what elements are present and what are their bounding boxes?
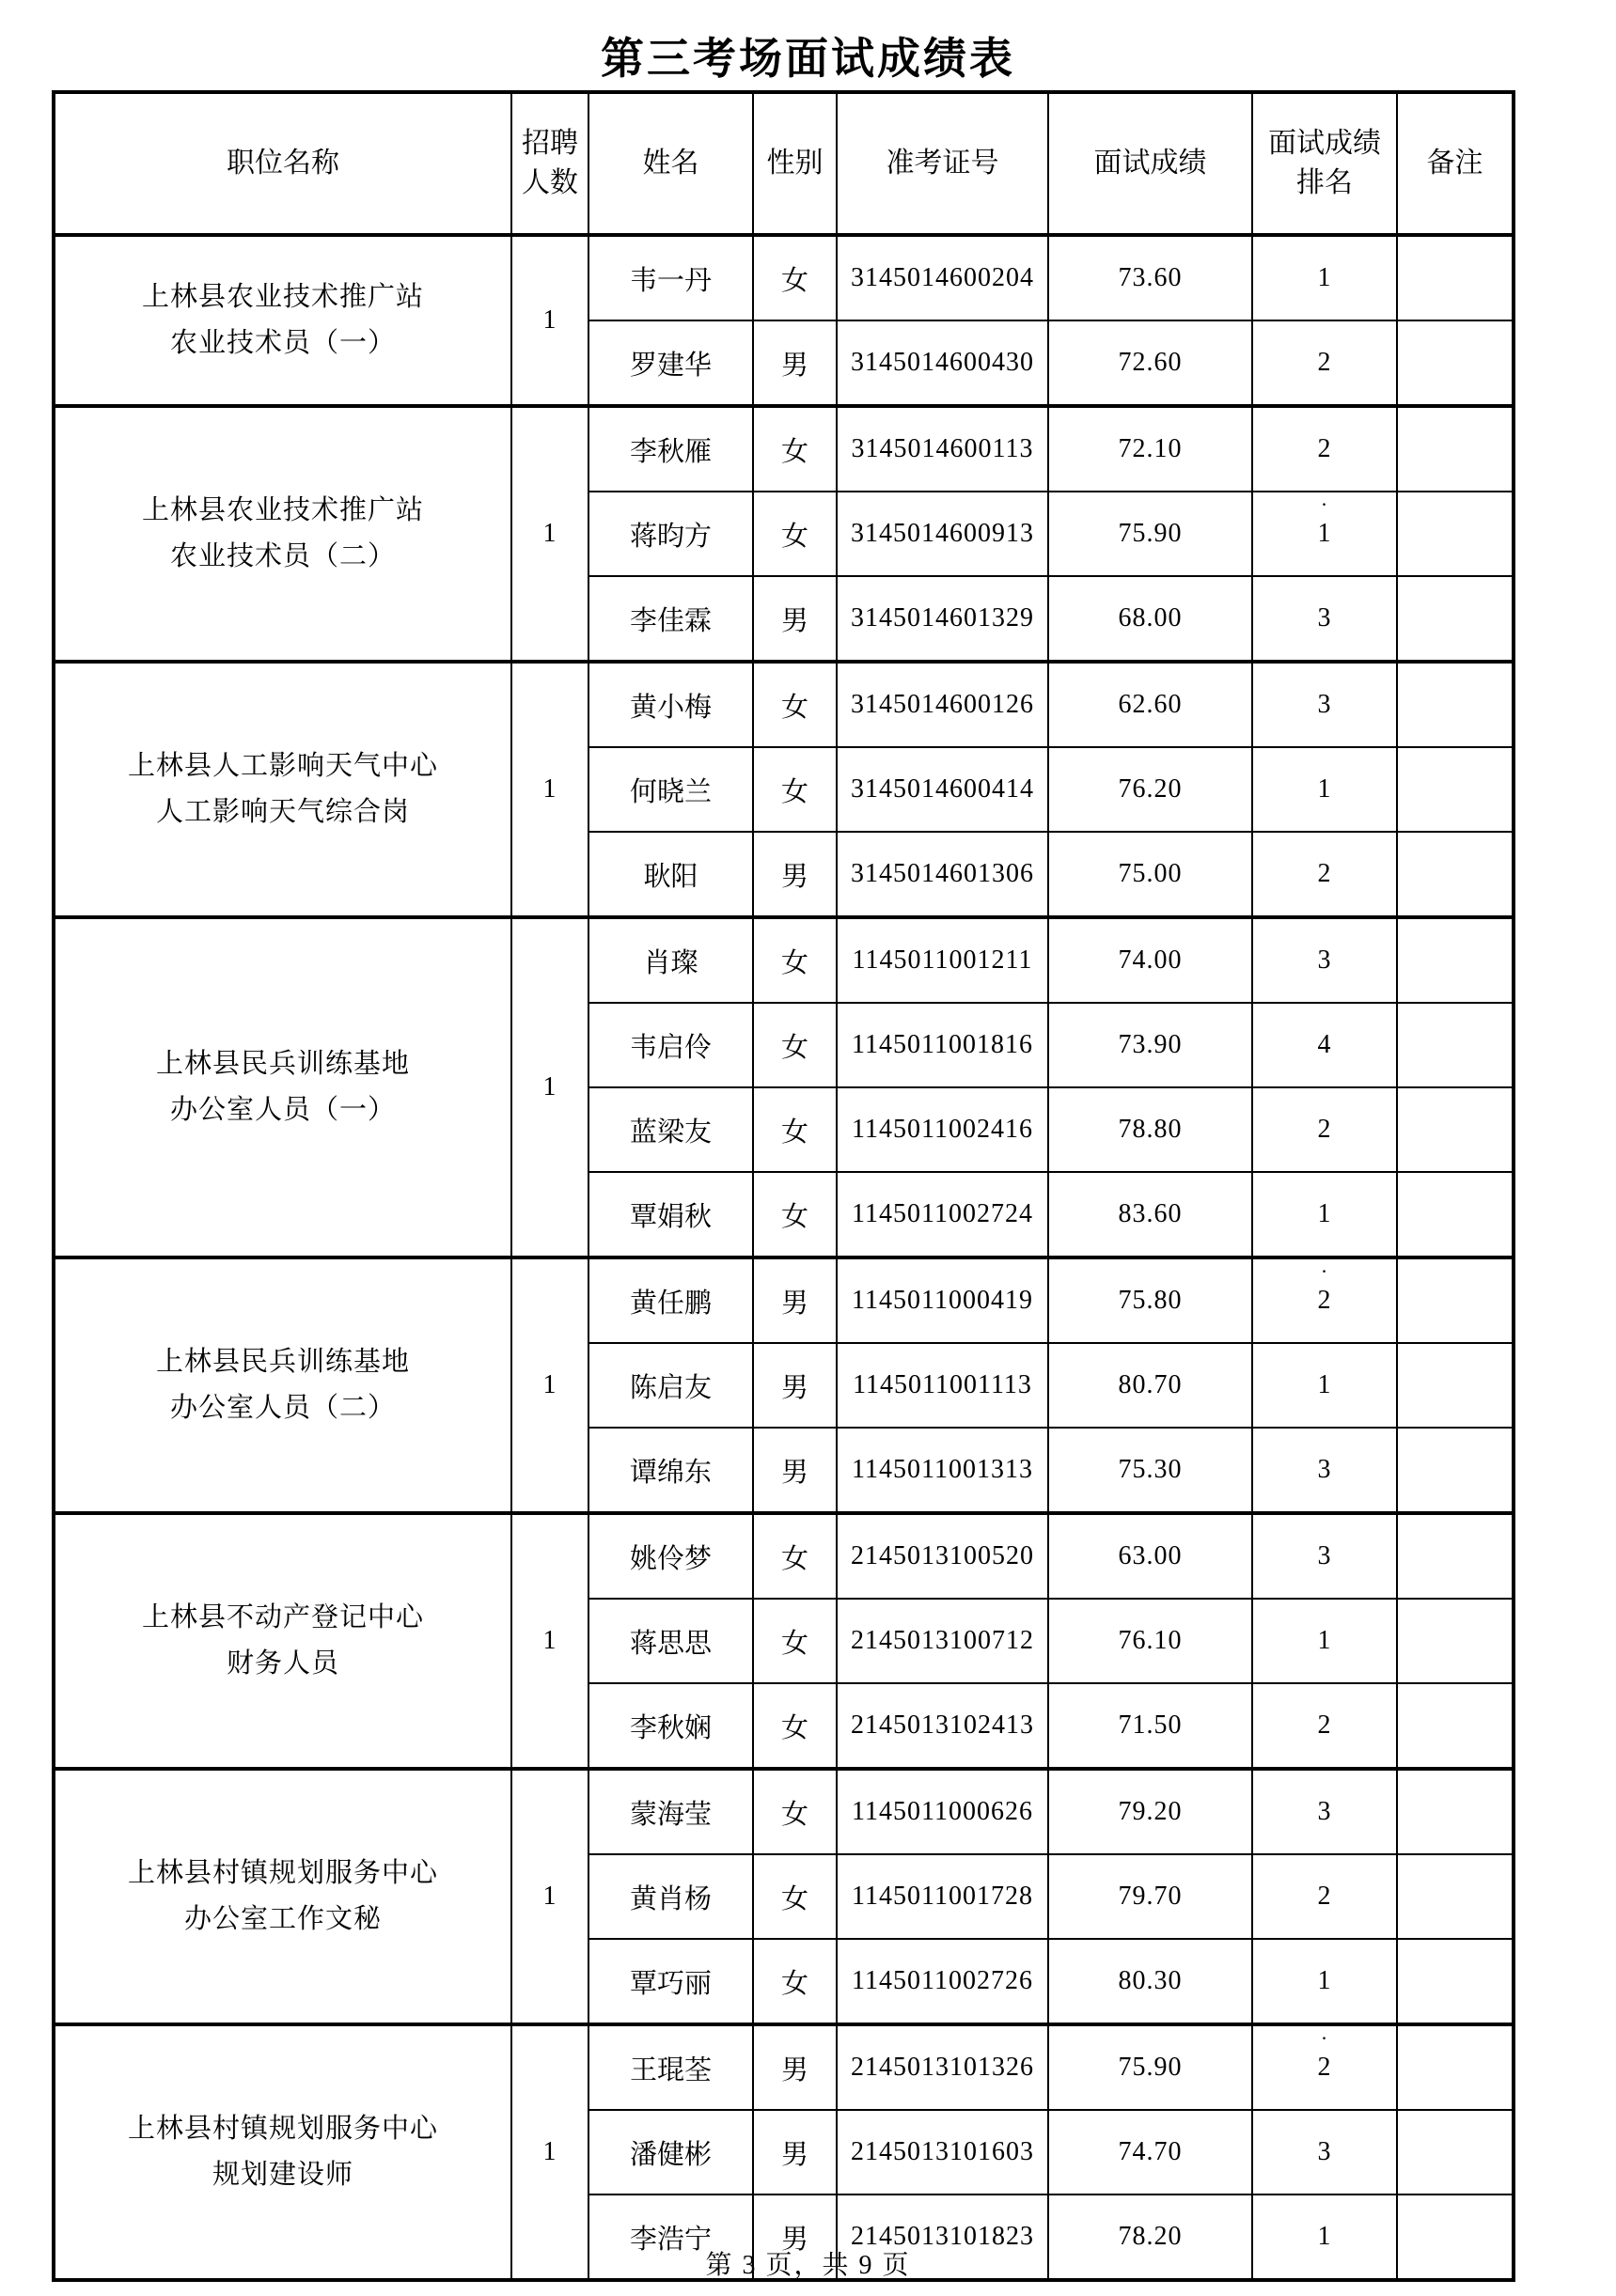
score-rank-cell <box>1252 235 1397 320</box>
page-title: 第三考场面试成绩表 <box>601 34 1015 83</box>
remark-cell <box>1397 1939 1514 2024</box>
name-cell: 陈启友 <box>588 1343 753 1428</box>
gender-cell: 女 <box>753 1769 837 1854</box>
ticket-number-cell: 3145014600126 <box>837 662 1048 747</box>
col-header-recruit-count: 招聘人数 <box>511 92 588 235</box>
header-row <box>54 92 1514 235</box>
ticket-number-cell: 2145013100520 <box>837 1513 1048 1599</box>
score-rank-cell <box>1252 832 1397 917</box>
page-number: 第 3 页，共 9 页 <box>705 2251 911 2280</box>
ticket-number-cell: 1145011002726 <box>837 1939 1048 2024</box>
interview-score-cell: 78.80 <box>1048 1087 1252 1172</box>
recruit-count-cell: 1 <box>511 917 588 1257</box>
rank-value: 1 <box>1317 1370 1332 1399</box>
rank-value: 1 <box>1317 1199 1332 1228</box>
gender-cell: 女 <box>753 1939 837 2024</box>
gender-cell: 女 <box>753 1087 837 1172</box>
remark-cell <box>1397 1003 1514 1087</box>
rank-value: 3 <box>1317 2137 1332 2166</box>
interview-score-cell: 76.10 <box>1048 1599 1252 1683</box>
scan-artifact-dot: · <box>1320 2026 1329 2050</box>
ticket-number-cell: 1145011001816 <box>837 1003 1048 1087</box>
score-rank-cell <box>1252 1683 1397 1769</box>
rank-value: 3 <box>1317 1797 1332 1826</box>
interview-score-cell: 79.20 <box>1048 1769 1252 1854</box>
remark-cell <box>1397 747 1514 832</box>
rank-value: 3 <box>1317 945 1332 975</box>
table-row <box>54 662 1514 747</box>
table-row <box>54 917 1514 1003</box>
position-line: 上林县民兵训练基地 <box>155 1346 410 1377</box>
name-cell: 王琨荃 <box>588 2024 753 2110</box>
position-cell <box>54 2024 511 2280</box>
gender-cell: 男 <box>753 2024 837 2110</box>
score-rank-cell <box>1252 2110 1397 2194</box>
position-line: 财务人员 <box>226 1648 339 1679</box>
interview-score-cell: 83.60 <box>1048 1172 1252 1257</box>
col-header-ticket-number: 准考证号 <box>837 92 1048 235</box>
position-line: 上林县农业技术推广站 <box>141 281 424 312</box>
remark-cell <box>1397 662 1514 747</box>
ticket-number-cell: 3145014601329 <box>837 576 1048 662</box>
interview-score-cell: 79.70 <box>1048 1854 1252 1939</box>
ticket-number-cell: 1145011001313 <box>837 1428 1048 1513</box>
name-cell: 谭绵东 <box>588 1428 753 1513</box>
remark-cell <box>1397 1257 1514 1343</box>
ticket-number-cell: 3145014600113 <box>837 406 1048 492</box>
interview-score-cell: 74.00 <box>1048 917 1252 1003</box>
score-rank-cell <box>1252 1087 1397 1172</box>
rank-value: 2 <box>1317 1710 1332 1740</box>
ticket-number-cell: 3145014600414 <box>837 747 1048 832</box>
remark-cell <box>1397 1513 1514 1599</box>
name-cell: 韦启伶 <box>588 1003 753 1087</box>
rank-value: 4 <box>1317 1030 1332 1059</box>
position-line: 办公室人员（一） <box>169 1095 396 1125</box>
name-cell: 罗建华 <box>588 320 753 406</box>
remark-cell <box>1397 320 1514 406</box>
ticket-number-cell: 3145014600430 <box>837 320 1048 406</box>
ticket-number-cell: 3145014601306 <box>837 832 1048 917</box>
score-rank-cell <box>1252 1257 1397 1343</box>
position-cell <box>54 235 511 406</box>
gender-cell: 女 <box>753 1003 837 1087</box>
ticket-number-cell: 3145014600204 <box>837 235 1048 320</box>
gender-cell: 男 <box>753 576 837 662</box>
rank-value: 1 <box>1317 1626 1332 1655</box>
position-line: 上林县人工影响天气中心 <box>127 750 438 781</box>
ticket-number-cell: 3145014600913 <box>837 492 1048 576</box>
name-cell: 蓝梁友 <box>588 1087 753 1172</box>
position-cell <box>54 1257 511 1513</box>
position-line: 上林县村镇规划服务中心 <box>127 1857 438 1888</box>
interview-score-cell: 75.90 <box>1048 2024 1252 2110</box>
remark-cell <box>1397 1683 1514 1769</box>
rank-value: 3 <box>1317 690 1332 719</box>
interview-score-cell: 73.60 <box>1048 235 1252 320</box>
ticket-number-cell: 1145011001113 <box>837 1343 1048 1428</box>
ticket-number-cell: 2145013100712 <box>837 1599 1048 1683</box>
position-line: 上林县不动产登记中心 <box>141 1601 424 1632</box>
position-line: 规划建设师 <box>212 2160 353 2190</box>
score-rank-cell <box>1252 1939 1397 2024</box>
gender-cell: 女 <box>753 1513 837 1599</box>
gender-cell: 女 <box>753 747 837 832</box>
ticket-number-cell: 2145013101326 <box>837 2024 1048 2110</box>
interview-score-cell: 75.90 <box>1048 492 1252 576</box>
rank-value: 1 <box>1317 2222 1332 2251</box>
position-line: 上林县农业技术推广站 <box>141 494 424 525</box>
interview-score-cell: 80.70 <box>1048 1343 1252 1428</box>
score-rank-cell <box>1252 2024 1397 2110</box>
interview-score-cell: 76.20 <box>1048 747 1252 832</box>
table-row <box>54 235 1514 320</box>
rank-value: 1 <box>1317 519 1332 548</box>
rank-value: 3 <box>1317 1455 1332 1484</box>
position-cell <box>54 406 511 662</box>
gender-cell: 男 <box>753 2110 837 2194</box>
gender-cell: 男 <box>753 320 837 406</box>
rank-value: 2 <box>1317 434 1332 463</box>
name-cell: 李秋娴 <box>588 1683 753 1769</box>
name-cell: 韦一丹 <box>588 235 753 320</box>
rank-value: 3 <box>1317 603 1332 633</box>
gender-cell: 男 <box>753 1257 837 1343</box>
score-rank-cell <box>1252 1003 1397 1087</box>
name-cell: 覃娟秋 <box>588 1172 753 1257</box>
ticket-number-cell: 1145011001211 <box>837 917 1048 1003</box>
name-cell: 肖璨 <box>588 917 753 1003</box>
remark-cell <box>1397 832 1514 917</box>
ticket-number-cell: 2145013101823 <box>837 2194 1048 2280</box>
rank-value: 2 <box>1317 348 1332 377</box>
rank-value: 3 <box>1317 1541 1332 1570</box>
table-row <box>54 1769 1514 1854</box>
gender-cell: 男 <box>753 1343 837 1428</box>
remark-cell <box>1397 406 1514 492</box>
position-line: 办公室工作文秘 <box>183 1904 382 1934</box>
remark-cell <box>1397 1172 1514 1257</box>
remark-cell <box>1397 576 1514 662</box>
gender-cell: 女 <box>753 1854 837 1939</box>
gender-cell: 女 <box>753 492 837 576</box>
rank-value: 2 <box>1317 859 1332 888</box>
interview-score-cell: 62.60 <box>1048 662 1252 747</box>
interview-score-cell: 68.00 <box>1048 576 1252 662</box>
rank-value: 1 <box>1317 263 1332 292</box>
gender-cell: 女 <box>753 917 837 1003</box>
gender-cell: 女 <box>753 1683 837 1769</box>
rank-value: 1 <box>1317 1966 1332 1995</box>
ticket-number-cell: 2145013102413 <box>837 1683 1048 1769</box>
name-cell: 黄任鹏 <box>588 1257 753 1343</box>
recruit-count-cell: 1 <box>511 1513 588 1769</box>
ticket-number-cell: 1145011000419 <box>837 1257 1048 1343</box>
recruit-count-cell: 1 <box>511 1257 588 1513</box>
remark-cell <box>1397 1087 1514 1172</box>
gender-cell: 女 <box>753 235 837 320</box>
table-header <box>54 92 1514 235</box>
col-header-remark: 备注 <box>1397 92 1514 235</box>
interview-score-cell: 73.90 <box>1048 1003 1252 1087</box>
score-rank-cell <box>1252 1854 1397 1939</box>
interview-score-cell: 80.30 <box>1048 1939 1252 2024</box>
name-cell: 黄肖杨 <box>588 1854 753 1939</box>
rank-value: 2 <box>1317 1115 1332 1144</box>
score-rank-cell <box>1252 406 1397 492</box>
remark-cell <box>1397 1428 1514 1513</box>
position-cell <box>54 1513 511 1769</box>
score-rank-cell <box>1252 747 1397 832</box>
interview-score-cell: 72.60 <box>1048 320 1252 406</box>
col-header-gender: 性别 <box>753 92 837 235</box>
name-cell: 李浩宁 <box>588 2194 753 2280</box>
name-cell: 李佳霖 <box>588 576 753 662</box>
interview-score-cell: 75.30 <box>1048 1428 1252 1513</box>
remark-cell <box>1397 1854 1514 1939</box>
table-body <box>54 235 1514 2280</box>
ticket-number-cell: 1145011002724 <box>837 1172 1048 1257</box>
remark-cell <box>1397 2110 1514 2194</box>
position-cell <box>54 1769 511 2024</box>
recruit-count-cell: 1 <box>511 2024 588 2280</box>
recruit-count-cell: 1 <box>511 235 588 406</box>
name-cell: 黄小梅 <box>588 662 753 747</box>
score-rank-cell <box>1252 1599 1397 1683</box>
rank-value: 2 <box>1317 1286 1332 1315</box>
score-rank-cell <box>1252 1343 1397 1428</box>
remark-cell <box>1397 1599 1514 1683</box>
remark-cell <box>1397 917 1514 1003</box>
remark-cell <box>1397 235 1514 320</box>
rank-value: 2 <box>1317 1882 1332 1911</box>
recruit-count-cell: 1 <box>511 1769 588 2024</box>
score-rank-cell <box>1252 1513 1397 1599</box>
name-cell: 耿阳 <box>588 832 753 917</box>
table-row <box>54 406 1514 492</box>
gender-cell: 男 <box>753 832 837 917</box>
ticket-number-cell: 2145013101603 <box>837 2110 1048 2194</box>
position-cell <box>54 662 511 917</box>
name-cell: 姚伶梦 <box>588 1513 753 1599</box>
name-cell: 潘健彬 <box>588 2110 753 2194</box>
score-rank-cell <box>1252 1769 1397 1854</box>
ticket-number-cell: 1145011001728 <box>837 1854 1048 1939</box>
name-cell: 覃巧丽 <box>588 1939 753 2024</box>
name-cell: 蒋昀方 <box>588 492 753 576</box>
name-cell: 蒋思思 <box>588 1599 753 1683</box>
interview-score-cell: 72.10 <box>1048 406 1252 492</box>
rank-value: 2 <box>1317 2053 1332 2082</box>
ticket-number-cell: 1145011000626 <box>837 1769 1048 1854</box>
col-header-position: 职位名称 <box>54 92 511 235</box>
score-rank-cell <box>1252 576 1397 662</box>
score-rank-cell <box>1252 1172 1397 1257</box>
score-rank-cell <box>1252 917 1397 1003</box>
gender-cell: 女 <box>753 1172 837 1257</box>
gender-cell: 男 <box>753 1428 837 1513</box>
interview-score-cell: 75.80 <box>1048 1257 1252 1343</box>
interview-score-cell: 74.70 <box>1048 2110 1252 2194</box>
remark-cell <box>1397 2024 1514 2110</box>
score-rank-cell <box>1252 320 1397 406</box>
ticket-number-cell: 1145011002416 <box>837 1087 1048 1172</box>
scan-artifact-dot: · <box>1320 1259 1329 1283</box>
remark-cell <box>1397 1769 1514 1854</box>
table-row <box>54 1257 1514 1343</box>
recruit-count-cell: 1 <box>511 406 588 662</box>
recruit-count-cell: 1 <box>511 662 588 917</box>
table-row <box>54 2024 1514 2110</box>
col-header-name: 姓名 <box>588 92 753 235</box>
score-rank-cell <box>1252 1428 1397 1513</box>
position-line: 农业技术员（一） <box>169 328 396 358</box>
col-header-interview-score: 面试成绩 <box>1048 92 1252 235</box>
interview-score-cell: 78.20 <box>1048 2194 1252 2280</box>
interview-score-cell: 75.00 <box>1048 832 1252 917</box>
gender-cell: 女 <box>753 406 837 492</box>
remark-cell <box>1397 1343 1514 1428</box>
score-rank-cell <box>1252 662 1397 747</box>
gender-cell: 男 <box>753 2194 837 2280</box>
table-row <box>54 1513 1514 1599</box>
interview-score-table <box>52 90 1515 2282</box>
name-cell: 李秋雁 <box>588 406 753 492</box>
scan-artifact-dot: · <box>1320 492 1329 516</box>
name-cell: 何晓兰 <box>588 747 753 832</box>
position-line: 上林县村镇规划服务中心 <box>127 2113 438 2144</box>
gender-cell: 女 <box>753 1599 837 1683</box>
interview-score-cell: 71.50 <box>1048 1683 1252 1769</box>
score-rank-cell <box>1252 492 1397 576</box>
col-header-score-rank: 面试成绩排名 <box>1252 92 1397 235</box>
name-cell: 蒙海莹 <box>588 1769 753 1854</box>
position-line: 上林县民兵训练基地 <box>155 1048 410 1079</box>
gender-cell: 女 <box>753 662 837 747</box>
position-cell <box>54 917 511 1257</box>
position-line: 办公室人员（二） <box>169 1393 396 1423</box>
position-line: 农业技术员（二） <box>169 541 396 571</box>
remark-cell <box>1397 492 1514 576</box>
rank-value: 1 <box>1317 774 1332 804</box>
interview-score-cell: 63.00 <box>1048 1513 1252 1599</box>
position-line: 人工影响天气综合岗 <box>155 797 410 827</box>
